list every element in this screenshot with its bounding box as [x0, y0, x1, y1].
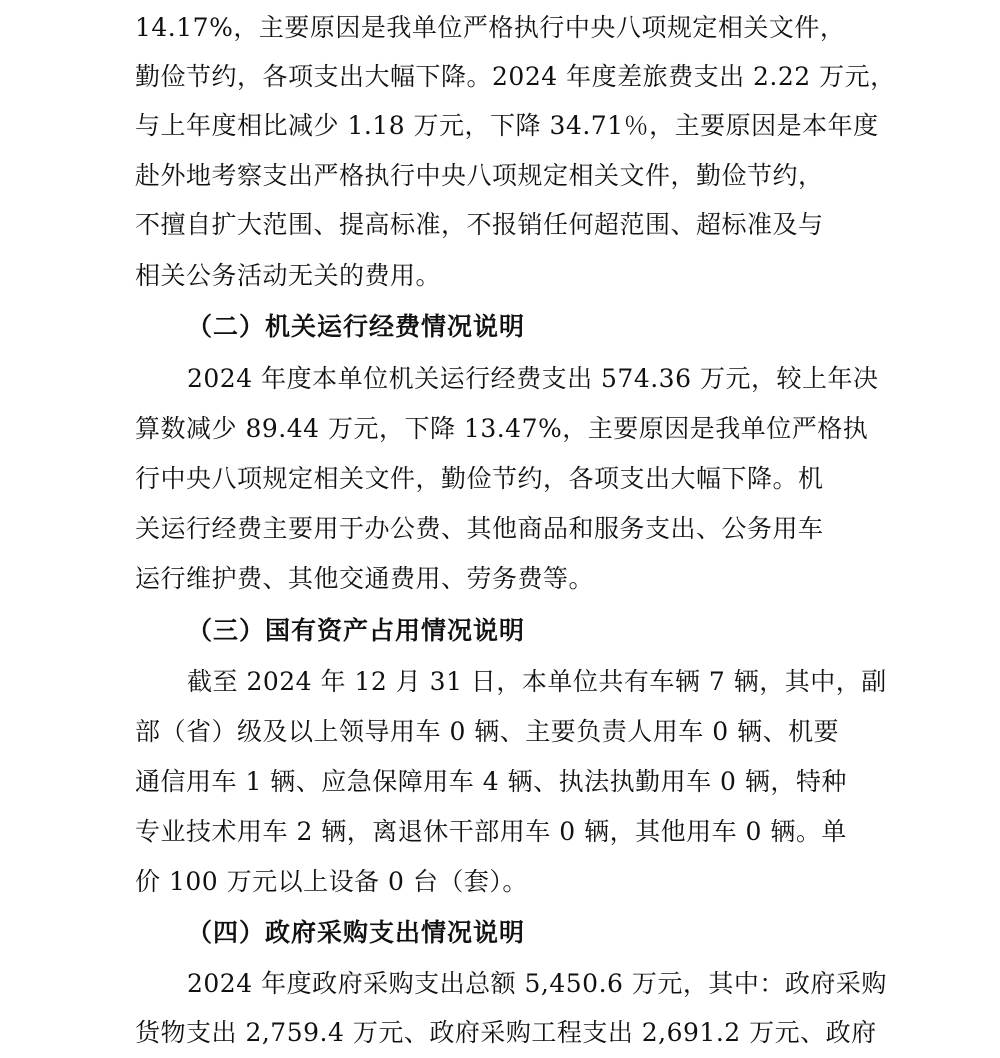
- section-heading-3: （三）国有资产占用情况说明: [187, 616, 526, 645]
- body-text-line: 赴外地考察支出严格执行中央八项规定相关文件，勤俭节约，: [135, 161, 824, 190]
- body-text-line: 货物支出 2,759.4 万元、政府采购工程支出 2,691.2 万元、政府: [135, 1018, 877, 1047]
- body-text-line: 相关公务活动无关的费用。: [135, 261, 442, 290]
- body-text-line: 截至 2024 年 12 月 31 日，本单位共有车辆 7 辆，其中，副: [187, 667, 887, 696]
- body-text-line: 14.17%，主要原因是我单位严格执行中央八项规定相关文件，: [135, 13, 846, 42]
- body-text-line: 行中央八项规定相关文件，勤俭节约，各项支出大幅下降。机: [135, 464, 824, 493]
- body-text-line: 专业技术用车 2 辆，离退休干部用车 0 辆，其他用车 0 辆。单: [135, 817, 847, 846]
- section-heading-4: （四）政府采购支出情况说明: [187, 918, 526, 947]
- body-text-line: 与上年度相比减少 1.18 万元，下降 34.71％，主要原因是本年度: [135, 111, 879, 140]
- body-text-line: 通信用车 1 辆、应急保障用车 4 辆、执法执勤用车 0 辆，特种: [135, 767, 847, 796]
- body-text-line: 2024 年度本单位机关运行经费支出 574.36 万元，较上年决: [187, 364, 879, 393]
- section-heading-2: （二）机关运行经费情况说明: [187, 312, 526, 341]
- body-text-line: 2024 年度政府采购支出总额 5,450.6 万元，其中：政府采购: [187, 969, 887, 998]
- body-text-line: 算数减少 89.44 万元，下降 13.47%，主要原因是我单位严格执: [135, 414, 869, 443]
- body-text-line: 不擅自扩大范围、提高标准，不报销任何超范围、超标准及与: [135, 210, 824, 239]
- body-text-line: 部（省）级及以上领导用车 0 辆、主要负责人用车 0 辆、机要: [135, 717, 840, 746]
- body-text-line: 价 100 万元以上设备 0 台（套）。: [135, 867, 528, 896]
- body-text-line: 勤俭节约，各项支出大幅下降。2024 年度差旅费支出 2.22 万元，: [135, 62, 896, 91]
- body-text-line: 关运行经费主要用于办公费、其他商品和服务支出、公务用车: [135, 514, 824, 543]
- body-text-line: 运行维护费、其他交通费用、劳务费等。: [135, 564, 595, 593]
